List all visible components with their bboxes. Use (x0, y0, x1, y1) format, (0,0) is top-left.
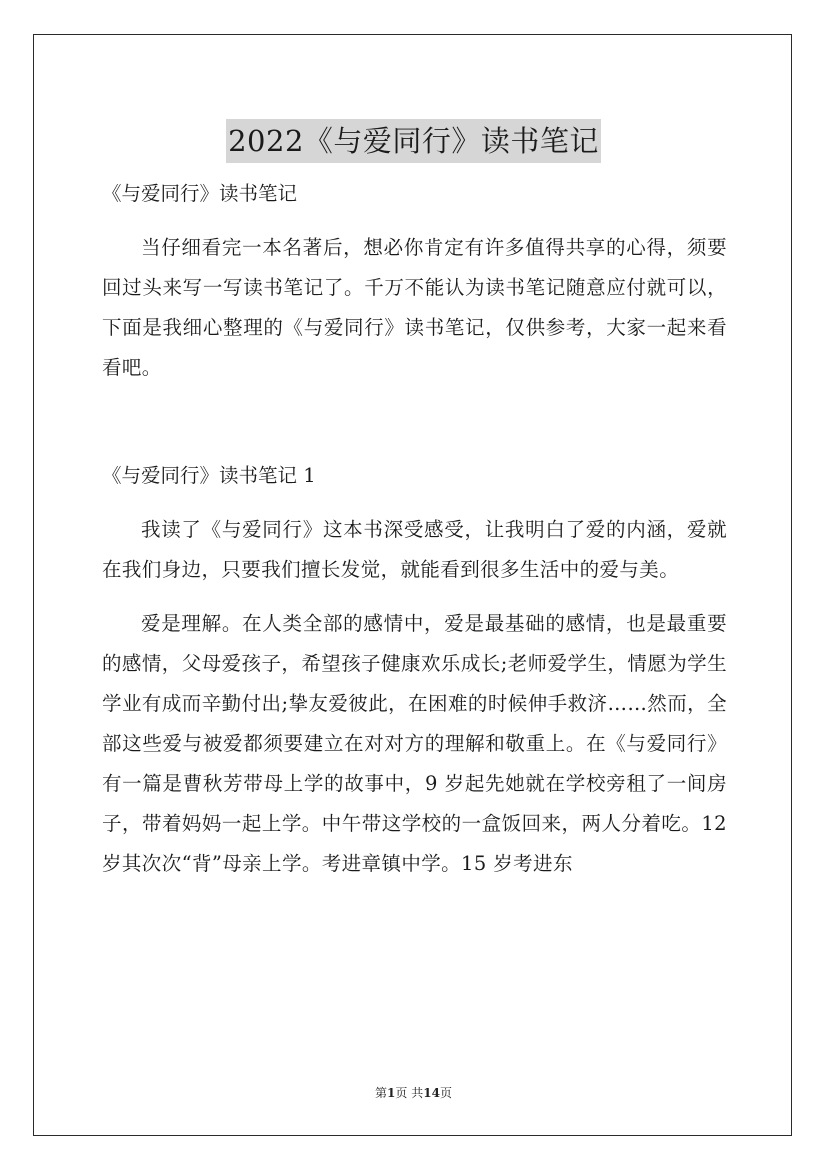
page-footer (0, 1084, 827, 1101)
paragraph: 我读了《与爱同行》这本书深受感受，让我明白了爱的内涵，爱就在我们身边，只要我们擅长发觉，就能看到很多生活中的爱与美。 (102, 518, 727, 581)
title-container (0, 100, 827, 183)
paragraph: 当仔细看完一本名著后，想必你肯定有许多值得共享的心得，须要回过头来写一写读书笔记了。千万不能认为读书笔记随意应付就可以，下面是我细心整理的《与爱同行》读书笔记，仅供参考，大家一起来看看吧。 (102, 236, 727, 379)
section-heading: 《与爱同行》读书笔记 (102, 182, 298, 205)
page-current: 1 (387, 1086, 396, 1100)
paragraph: 爱是理解。在人类全部的感情中，爱是最基础的感情，也是最重要的感情，父母爱孩子，希望孩子健康欢乐成长;老师爱学生，情愿为学生学业有成而辛勤付出;挚友爱彼此，在困难的时候伸手救济……然而，全部这些爱与被爱都须要建立在对对方的理解和敬重上。在《与爱同行》有一篇是曹秋芳带母上学的故事中，9 岁起先她就在学校旁租了一间房子，带着妈妈一起上学。中午带这学校的一盒饭回来，两人分着吃。12 岁其次次“背”母亲上学。考进章镇中学。15 岁考进东 (102, 612, 727, 875)
page-total: 14 (423, 1086, 440, 1100)
section-heading: 《与爱同行》读书笔记 1 (102, 464, 316, 487)
document-body (102, 174, 727, 884)
page-prefix: 第 (375, 1086, 388, 1100)
document-title: 2022《与爱同行》读书笔记 (226, 119, 601, 163)
page-mid: 页 共 (395, 1086, 424, 1100)
page-suffix: 页 (439, 1086, 452, 1100)
